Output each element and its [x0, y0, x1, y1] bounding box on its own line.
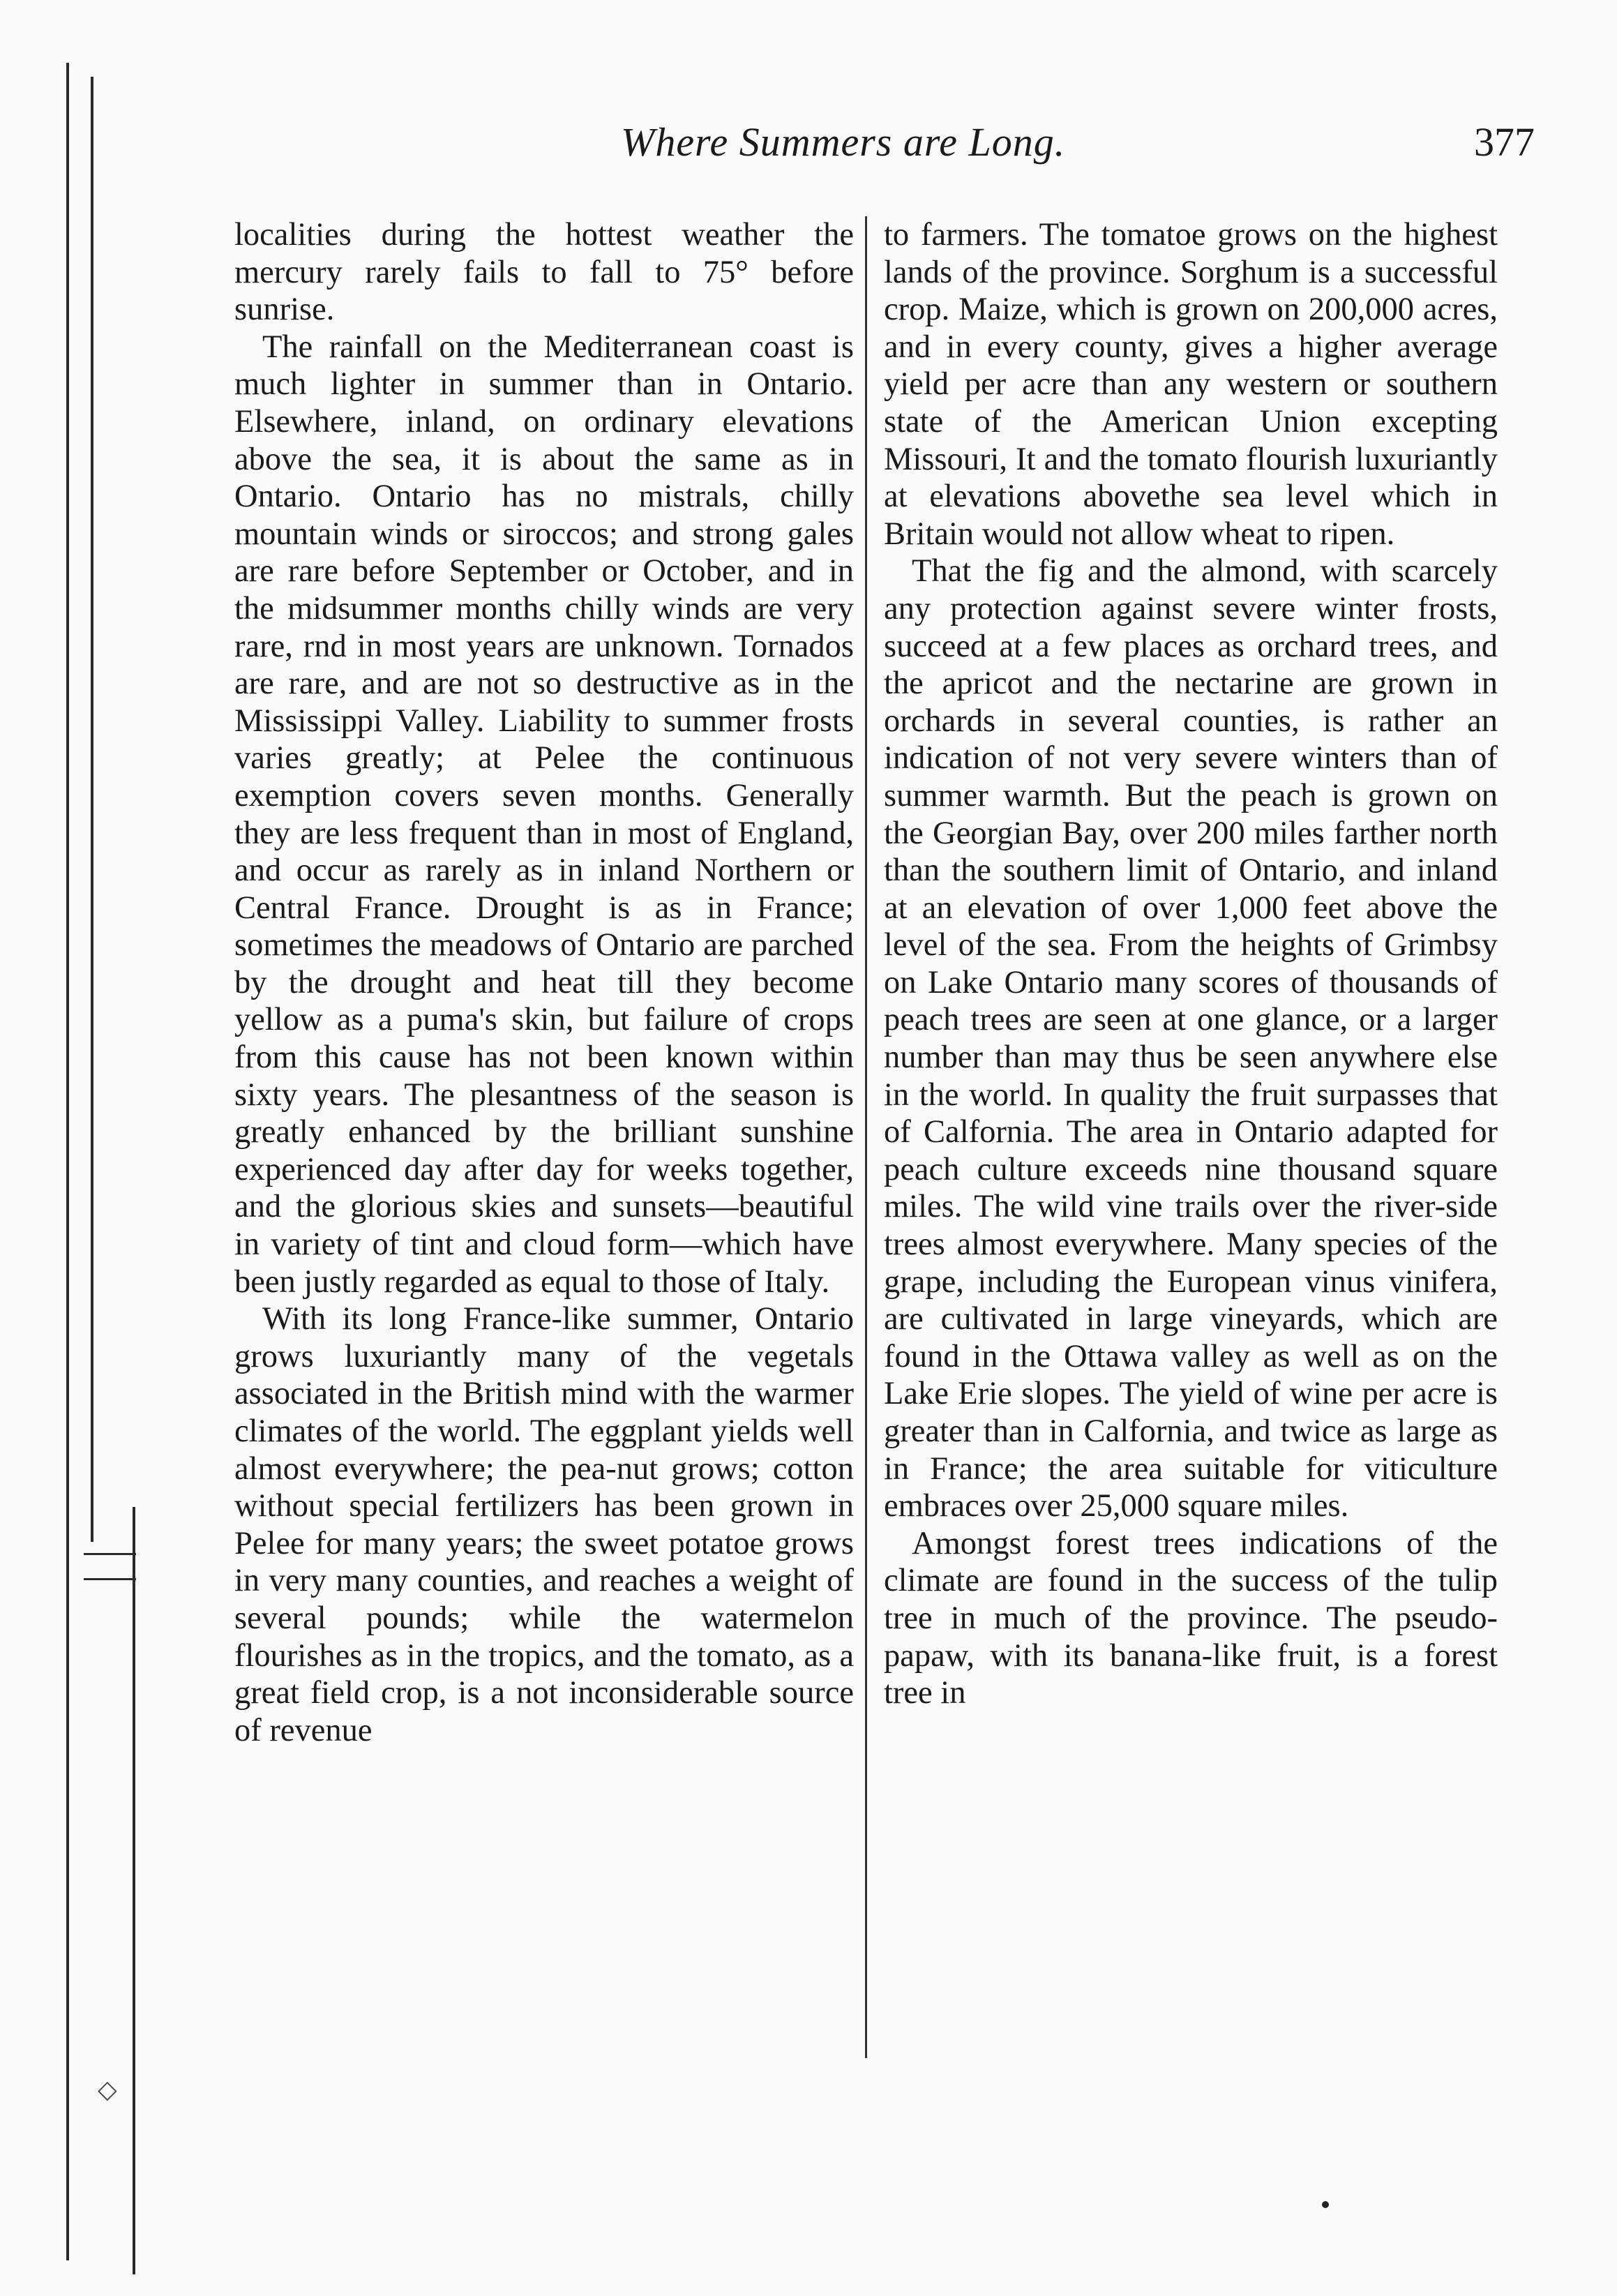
- binding-rule-horizontal-2: [84, 1578, 136, 1580]
- stray-dot: [1322, 2201, 1329, 2208]
- page-number: 377: [1474, 119, 1535, 165]
- binding-rule-horizontal: [84, 1553, 136, 1555]
- page-header: [600, 119, 1535, 174]
- margin-ornament: ◇: [98, 2076, 117, 2104]
- binding-line-inner: [91, 77, 93, 1542]
- paragraph: to farmers. The tomatoe grows on the highest lands of the province. Sorghum is a successful crop. Maize, which is grown on 200,000 acres, and in every county, gives a higher average yield per acre than any western or southern state of the American Union excepting Missouri, It and the tomato flourish luxuriantly at elevations abovethe sea level which in Britain would not allow wheat to ripen.: [884, 217, 1498, 552]
- paragraph: The rainfall on the Mediterranean coast is much lighter in summer than in Ontario. Elsewhere, inland, on ordinary elevations above the sea, it is about the same as in Ontario. Ontario has no mistrals, chilly mountain winds or siroccos; and strong gales are rare before September or October, and in the midsummer months chilly winds are very rare, rnd in most years are unknown. Tornados are rare, and are not so destructive as in the Mississippi Valley. Liability to summer frosts varies greatly; at Pelee the continuous exemption covers seven months. Generally they are less frequent than in most of England, and occur as rarely as in inland Northern or Central France. Drought is as in France; sometimes the meadows of Ontario are parched by the drought and heat till they become yellow as a puma's skin, but failure of crops from this cause has not been known within sixty years. The plesantness of the season is greatly enhanced by the brilliant sunshine experienced day after day for weeks together, and the glorious skies and sunsets—beautiful in variety of tint and cloud form—which have been justly regarded as equal to those of Italy.: [234, 329, 854, 1300]
- paragraph: localities during the hottest weather the mercury rarely fails to fall to 75° before sunrise.: [234, 217, 854, 328]
- right-column: [884, 216, 1498, 1712]
- running-title: Where Summers are Long.: [621, 119, 1066, 165]
- paragraph: That the fig and the almond, with scarcely any protection against severe winter frosts, succeed at a few places as orchard trees, and the apricot and the nectarine are grown in orchards in several counties, is rather an indication of not very severe winters than of summer warmth. But the peach is grown on the Georgian Bay, over 200 miles farther north than the southern limit of Ontario, and inland at an elevation of over 1,000 feet above the level of the sea. From the heights of Grimbsy on Lake Ontario many scores of thousands of peach trees are seen at one glance, or a larger number than may thus be seen anywhere else in the world. In quality the fruit surpasses that of Calfornia. The area in Ontario adapted for peach culture exceeds nine thousand square miles. The wild vine trails over the river-side trees almost everywhere. Many species of the grape, including the European vinus vinifera, are cultivated in large vineyards, which are found in the Ottawa valley as well as on the Lake Erie slopes. The yield of wine per acre is greater than in Calfornia, and twice as large as in France; the area suitable for viticulture embraces over 25,000 square miles.: [884, 553, 1498, 1524]
- column-divider: [865, 216, 867, 2058]
- paragraph: With its long France-like summer, Ontario grows luxuriantly many of the vegetals associated in the British mind with the warmer climates of the world. The eggplant yields well almost everywhere; the pea-nut grows; cotton without special fertilizers has been grown in Pelee for many years; the sweet potatoe grows in very many counties, and reaches a weight of several pounds; while the watermelon flourishes as in the tropics, and the tomato, as a great field crop, is a not inconsiderable source of revenue: [234, 1301, 854, 1748]
- paragraph: Amongst forest trees indications of the climate are found in the success of the tulip tree in much of the province. The pseudo-papaw, with its banana-like fruit, is a forest tree in: [884, 1525, 1498, 1711]
- left-column: [234, 216, 854, 1749]
- binding-line-lower: [133, 1507, 135, 2274]
- binding-line-outer: [66, 63, 69, 2260]
